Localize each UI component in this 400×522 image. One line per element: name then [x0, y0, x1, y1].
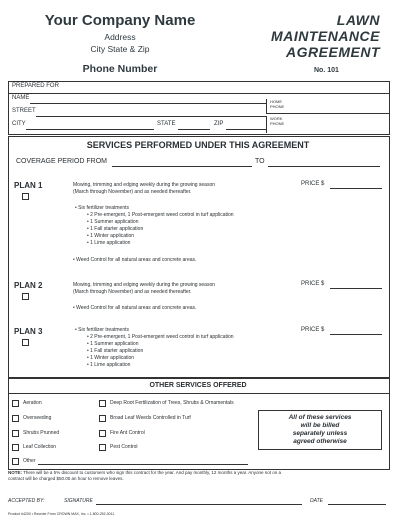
broad-leaf-checkbox[interactable] — [99, 415, 106, 422]
plan-1-desc-4: • 2 Pre-emergent, 1 Post-emergent weed control in turf application — [87, 212, 234, 218]
deep-root-checkbox[interactable] — [99, 400, 106, 407]
city-label: CITY — [12, 121, 26, 127]
prepared-divider — [8, 93, 390, 94]
plan-1-checkbox[interactable] — [22, 193, 29, 200]
plan-3-desc-3: • 1 Summer application — [87, 341, 139, 347]
billed-line-3: separately unless — [292, 430, 348, 437]
leaf-collection-checkbox[interactable] — [12, 444, 19, 451]
plan-2-price-label: PRICE $ — [301, 281, 325, 287]
product-footer: Product #4200 • Reorder From CROWN MAX, Inc. • 1-800-252-0011 — [8, 512, 115, 516]
accepted-by-label: ACCEPTED BY: — [8, 498, 45, 504]
home-phone-label-2: PHONE — [270, 104, 285, 109]
billed-line-4: agreed otherwise — [293, 438, 347, 445]
signature-field[interactable] — [96, 504, 302, 505]
name-field[interactable] — [30, 103, 266, 104]
name-label: NAME — [12, 95, 30, 101]
plan-1-desc-6: • 1 Fall starter application — [87, 226, 144, 232]
leaf-collection-label: Leaf Collection — [23, 444, 57, 450]
plan-1-desc-7: • 1 Winter application — [87, 233, 135, 239]
work-phone-label-2: PHONE — [270, 121, 285, 126]
billed-separately-box — [258, 410, 382, 450]
note-block — [8, 470, 388, 482]
shrubs-prunned-label: Shrubs Prunned — [23, 430, 60, 436]
other-field[interactable] — [38, 464, 248, 465]
plan-2-desc-1: Mowing, trimming and edging weekly during the growing season — [73, 282, 216, 288]
plan-3-desc-6: • 1 Lime application — [87, 362, 131, 368]
plan-1-desc-1: Mowing, trimming and edging weekly during the growing season — [73, 182, 216, 188]
plan-3-label: PLAN 3 — [14, 327, 43, 336]
pest-control-checkbox[interactable] — [99, 444, 106, 451]
note-text-2: contract will be charged $50.00 an hour to remove leaves. — [8, 476, 124, 481]
coverage-from-label: COVERAGE PERIOD FROM — [16, 158, 108, 165]
plan-2-checkbox[interactable] — [22, 293, 29, 300]
plan-2-label: PLAN 2 — [14, 281, 43, 290]
fire-ant-label: Fire Ant Control — [110, 430, 145, 436]
plan-1-price-label: PRICE $ — [301, 181, 325, 187]
coverage-from-field[interactable] — [112, 166, 252, 167]
phone-divider — [266, 113, 390, 114]
prepared-for-label: PREPARED FOR — [12, 83, 59, 89]
plan-1-desc-3: • Six fertilizer treatments — [75, 205, 129, 211]
other-services-title: OTHER SERVICES OFFERED — [149, 382, 247, 389]
plan-1-desc-2: (March through November) and as needed thereafter. — [73, 189, 192, 195]
plan-1-desc-8: • 1 Lime application — [87, 240, 131, 246]
title-line-2: MAINTENANCE — [271, 28, 380, 44]
zip-field[interactable] — [226, 129, 266, 130]
date-field[interactable] — [328, 504, 386, 505]
zip-label: ZIP — [214, 121, 224, 127]
home-phone-field[interactable] — [266, 99, 392, 113]
plan-1-desc-9: • Weed Control for all natural areas and concrete areas. — [73, 257, 197, 263]
shrubs-prunned-checkbox[interactable] — [12, 430, 19, 437]
company-address: Address — [104, 32, 136, 42]
plan-1-price-field[interactable] — [330, 188, 382, 189]
note-label: NOTE: — [8, 470, 22, 475]
work-phone-label-1: WORK — [270, 116, 283, 121]
plan-2-desc-2: (March through November) and as needed thereafter. — [73, 289, 192, 295]
state-field[interactable] — [178, 129, 210, 130]
billed-line-2: will be billed — [300, 422, 340, 429]
deep-root-label: Deep Root Fertilization of Trees, Shrubs & Ornamentals — [110, 400, 234, 406]
company-phone: Phone Number — [82, 63, 158, 75]
plan-3-desc-5: • 1 Winter application — [87, 355, 135, 361]
street-label: STREET — [12, 108, 36, 114]
plan-3-checkbox[interactable] — [22, 339, 29, 346]
plan-3-price-field[interactable] — [330, 334, 382, 335]
work-phone-field[interactable] — [266, 116, 392, 133]
plan-1-label: PLAN 1 — [14, 181, 43, 190]
signature-label: SIGNATURE — [64, 498, 93, 504]
date-label: DATE — [310, 498, 323, 504]
plan-2-price-field[interactable] — [330, 288, 382, 289]
other-services-divider — [8, 393, 390, 394]
company-name: Your Company Name — [44, 12, 196, 29]
title-line-3: AGREEMENT — [286, 44, 380, 60]
billed-line-1: All of these services — [288, 414, 352, 421]
plan-2-desc-3: • Weed Control for all natural areas and concrete areas. — [73, 305, 197, 311]
other-checkbox[interactable] — [12, 458, 19, 465]
note-text-1: There will be a 5% discount to customers who sign this contract for the year. And pay monthly, 12 months a year. Anyone not on a — [23, 470, 281, 475]
aeration-checkbox[interactable] — [12, 400, 19, 407]
pest-control-label: Pest Control — [110, 444, 138, 450]
street-field[interactable] — [36, 116, 266, 117]
plan-1-desc-5: • 1 Summer application — [87, 219, 139, 225]
plan-3-price-label: PRICE $ — [301, 327, 325, 333]
services-title: SERVICES PERFORMED UNDER THIS AGREEMENT — [86, 140, 310, 150]
overseeding-checkbox[interactable] — [12, 415, 19, 422]
title-line-1: LAWN — [336, 12, 380, 28]
document-number: No. 101 — [314, 67, 339, 74]
state-label: STATE — [157, 121, 176, 127]
plan-3-desc-4: • 1 Fall starter application — [87, 348, 144, 354]
services-box — [8, 136, 390, 378]
home-phone-label-1: HOME — [270, 99, 282, 104]
coverage-to-label: TO — [255, 158, 265, 165]
city-field[interactable] — [26, 129, 154, 130]
fire-ant-checkbox[interactable] — [99, 430, 106, 437]
other-label: Other — [23, 458, 36, 464]
plan-3-desc-2: • 2 Pre-emergent, 1 Post-emergent weed control in turf application — [87, 334, 234, 340]
company-city-state-zip: City State & Zip — [90, 44, 150, 54]
coverage-to-field[interactable] — [268, 166, 380, 167]
overseeding-label: Overseeding — [23, 415, 52, 421]
broad-leaf-label: Broad Leaf Weeds Controlled in Turf — [110, 415, 191, 421]
plan-3-desc-1: • Six fertilizer treatments — [75, 327, 129, 333]
aeration-label: Aeration — [23, 400, 42, 406]
